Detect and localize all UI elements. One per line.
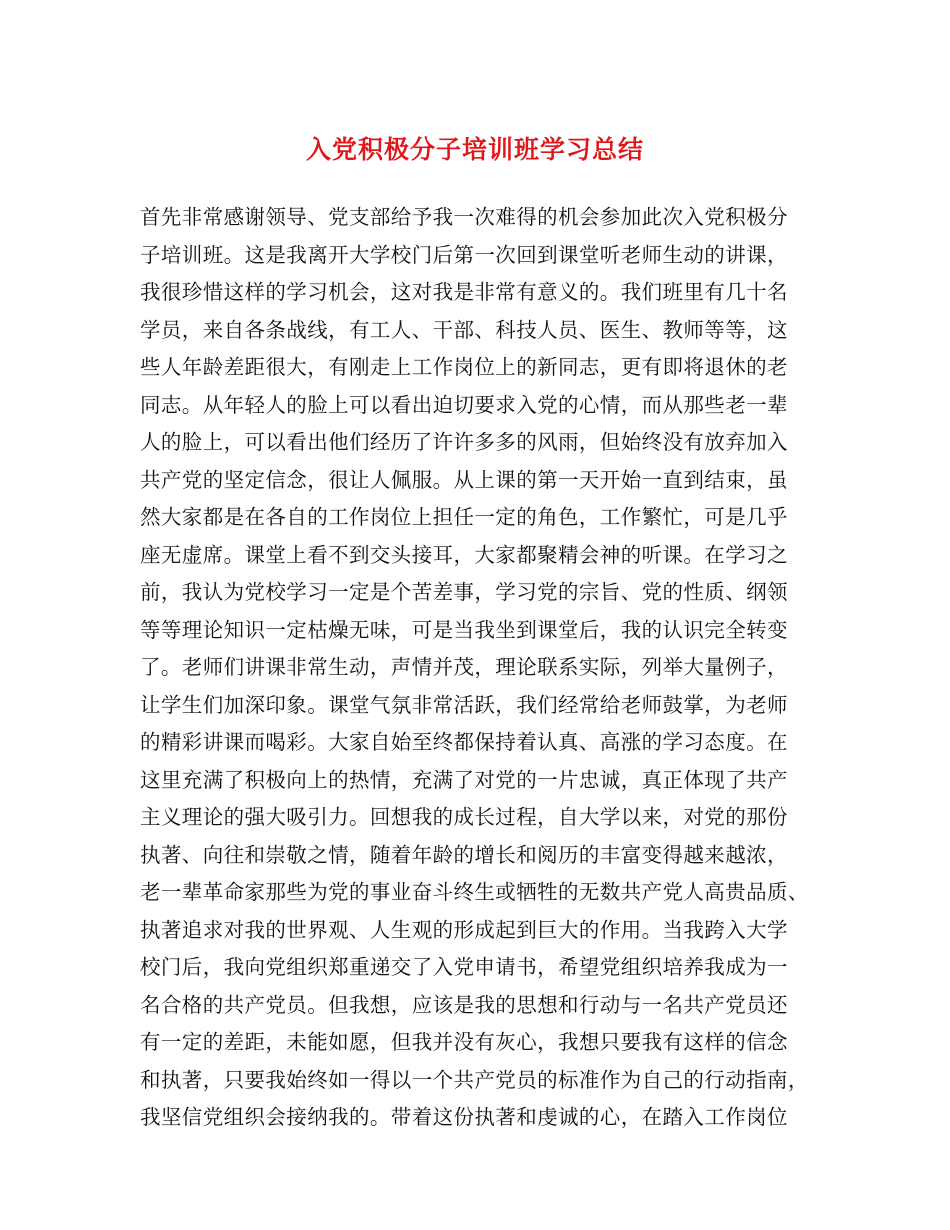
document-title: 入党积极分子培训班学习总结 — [305, 135, 644, 164]
body-line: 主义理论的强大吸引力。回想我的成长过程，自大学以来，对党的那份 — [140, 805, 788, 829]
body-line: 些人年龄差距很大，有刚走上工作岗位上的新同志，更有即将退休的老 — [140, 355, 788, 379]
body-line: 前，我认为党校学习一定是个苦差事，学习党的宗旨、党的性质、纲领 — [140, 580, 788, 604]
body-line: 首先非常感谢领导、党支部给予我一次难得的机会参加此次入党积极分 — [140, 205, 788, 229]
body-line: 有一定的差距，未能如愿，但我并没有灰心，我想只要我有这样的信念 — [140, 1030, 788, 1054]
body-line: 和执著，只要我始终如一得以一个共产党员的标准作为自己的行动指南， — [140, 1067, 809, 1092]
body-line: 等等理论知识一定枯燥无味，可是当我坐到课堂后，我的认识完全转变 — [140, 617, 788, 642]
body-line: 的精彩讲课而喝彩。大家自始至终都保持着认真、高涨的学习态度。在 — [140, 730, 788, 754]
body-line: 座无虚席。课堂上看不到交头接耳，大家都聚精会神的听课。在学习之 — [140, 542, 788, 567]
body-line: 我很珍惜这样的学习机会，这对我是非常有意义的。我们班里有几十名 — [140, 280, 788, 304]
body-line: 我坚信党组织会接纳我的。带着这份执著和虔诚的心，在踏入工作岗位 — [140, 1105, 788, 1129]
body-line: 然大家都是在各自的工作岗位上担任一定的角色，工作繁忙，可是几乎 — [140, 505, 788, 529]
body-line: 同志。从年轻人的脸上可以看出迫切要求入党的心情，而从那些老一辈 — [140, 392, 788, 417]
document-body — [140, 199, 840, 1137]
body-line: 人的脸上，可以看出他们经历了许许多多的风雨，但始终没有放弃加入 — [140, 430, 788, 454]
body-line: 老一辈革命家那些为党的事业奋斗终生或牺牲的无数共产党人高贵品质、 — [140, 880, 809, 904]
body-line: 共产党的坚定信念，很让人佩服。从上课的第一天开始一直到结束，虽 — [140, 467, 788, 492]
body-line: 执著、向往和崇敬之情，随着年龄的增长和阅历的丰富变得越来越浓， — [140, 842, 788, 867]
body-line: 让学生们加深印象。课堂气氛非常活跃，我们经常给老师鼓掌，为老师 — [140, 692, 788, 717]
body-line: 校门后，我向党组织郑重递交了入党申请书，希望党组织培养我成为一 — [140, 955, 788, 979]
body-line: 名合格的共产党员。但我想，应该是我的思想和行动与一名共产党员还 — [140, 992, 788, 1017]
body-line: 学员，来自各条战线，有工人、干部、科技人员、医生、教师等等，这 — [140, 317, 788, 342]
body-line: 了。老师们讲课非常生动，声情并茂，理论联系实际，列举大量例子， — [140, 655, 788, 679]
body-line: 子培训班。这是我离开大学校门后第一次回到课堂听老师生动的讲课， — [140, 242, 788, 267]
body-line: 这里充满了积极向上的热情，充满了对党的一片忠诚，真正体现了共产 — [140, 767, 788, 792]
body-line: 执著追求对我的世界观、人生观的形成起到巨大的作用。当我跨入大学 — [140, 917, 788, 942]
